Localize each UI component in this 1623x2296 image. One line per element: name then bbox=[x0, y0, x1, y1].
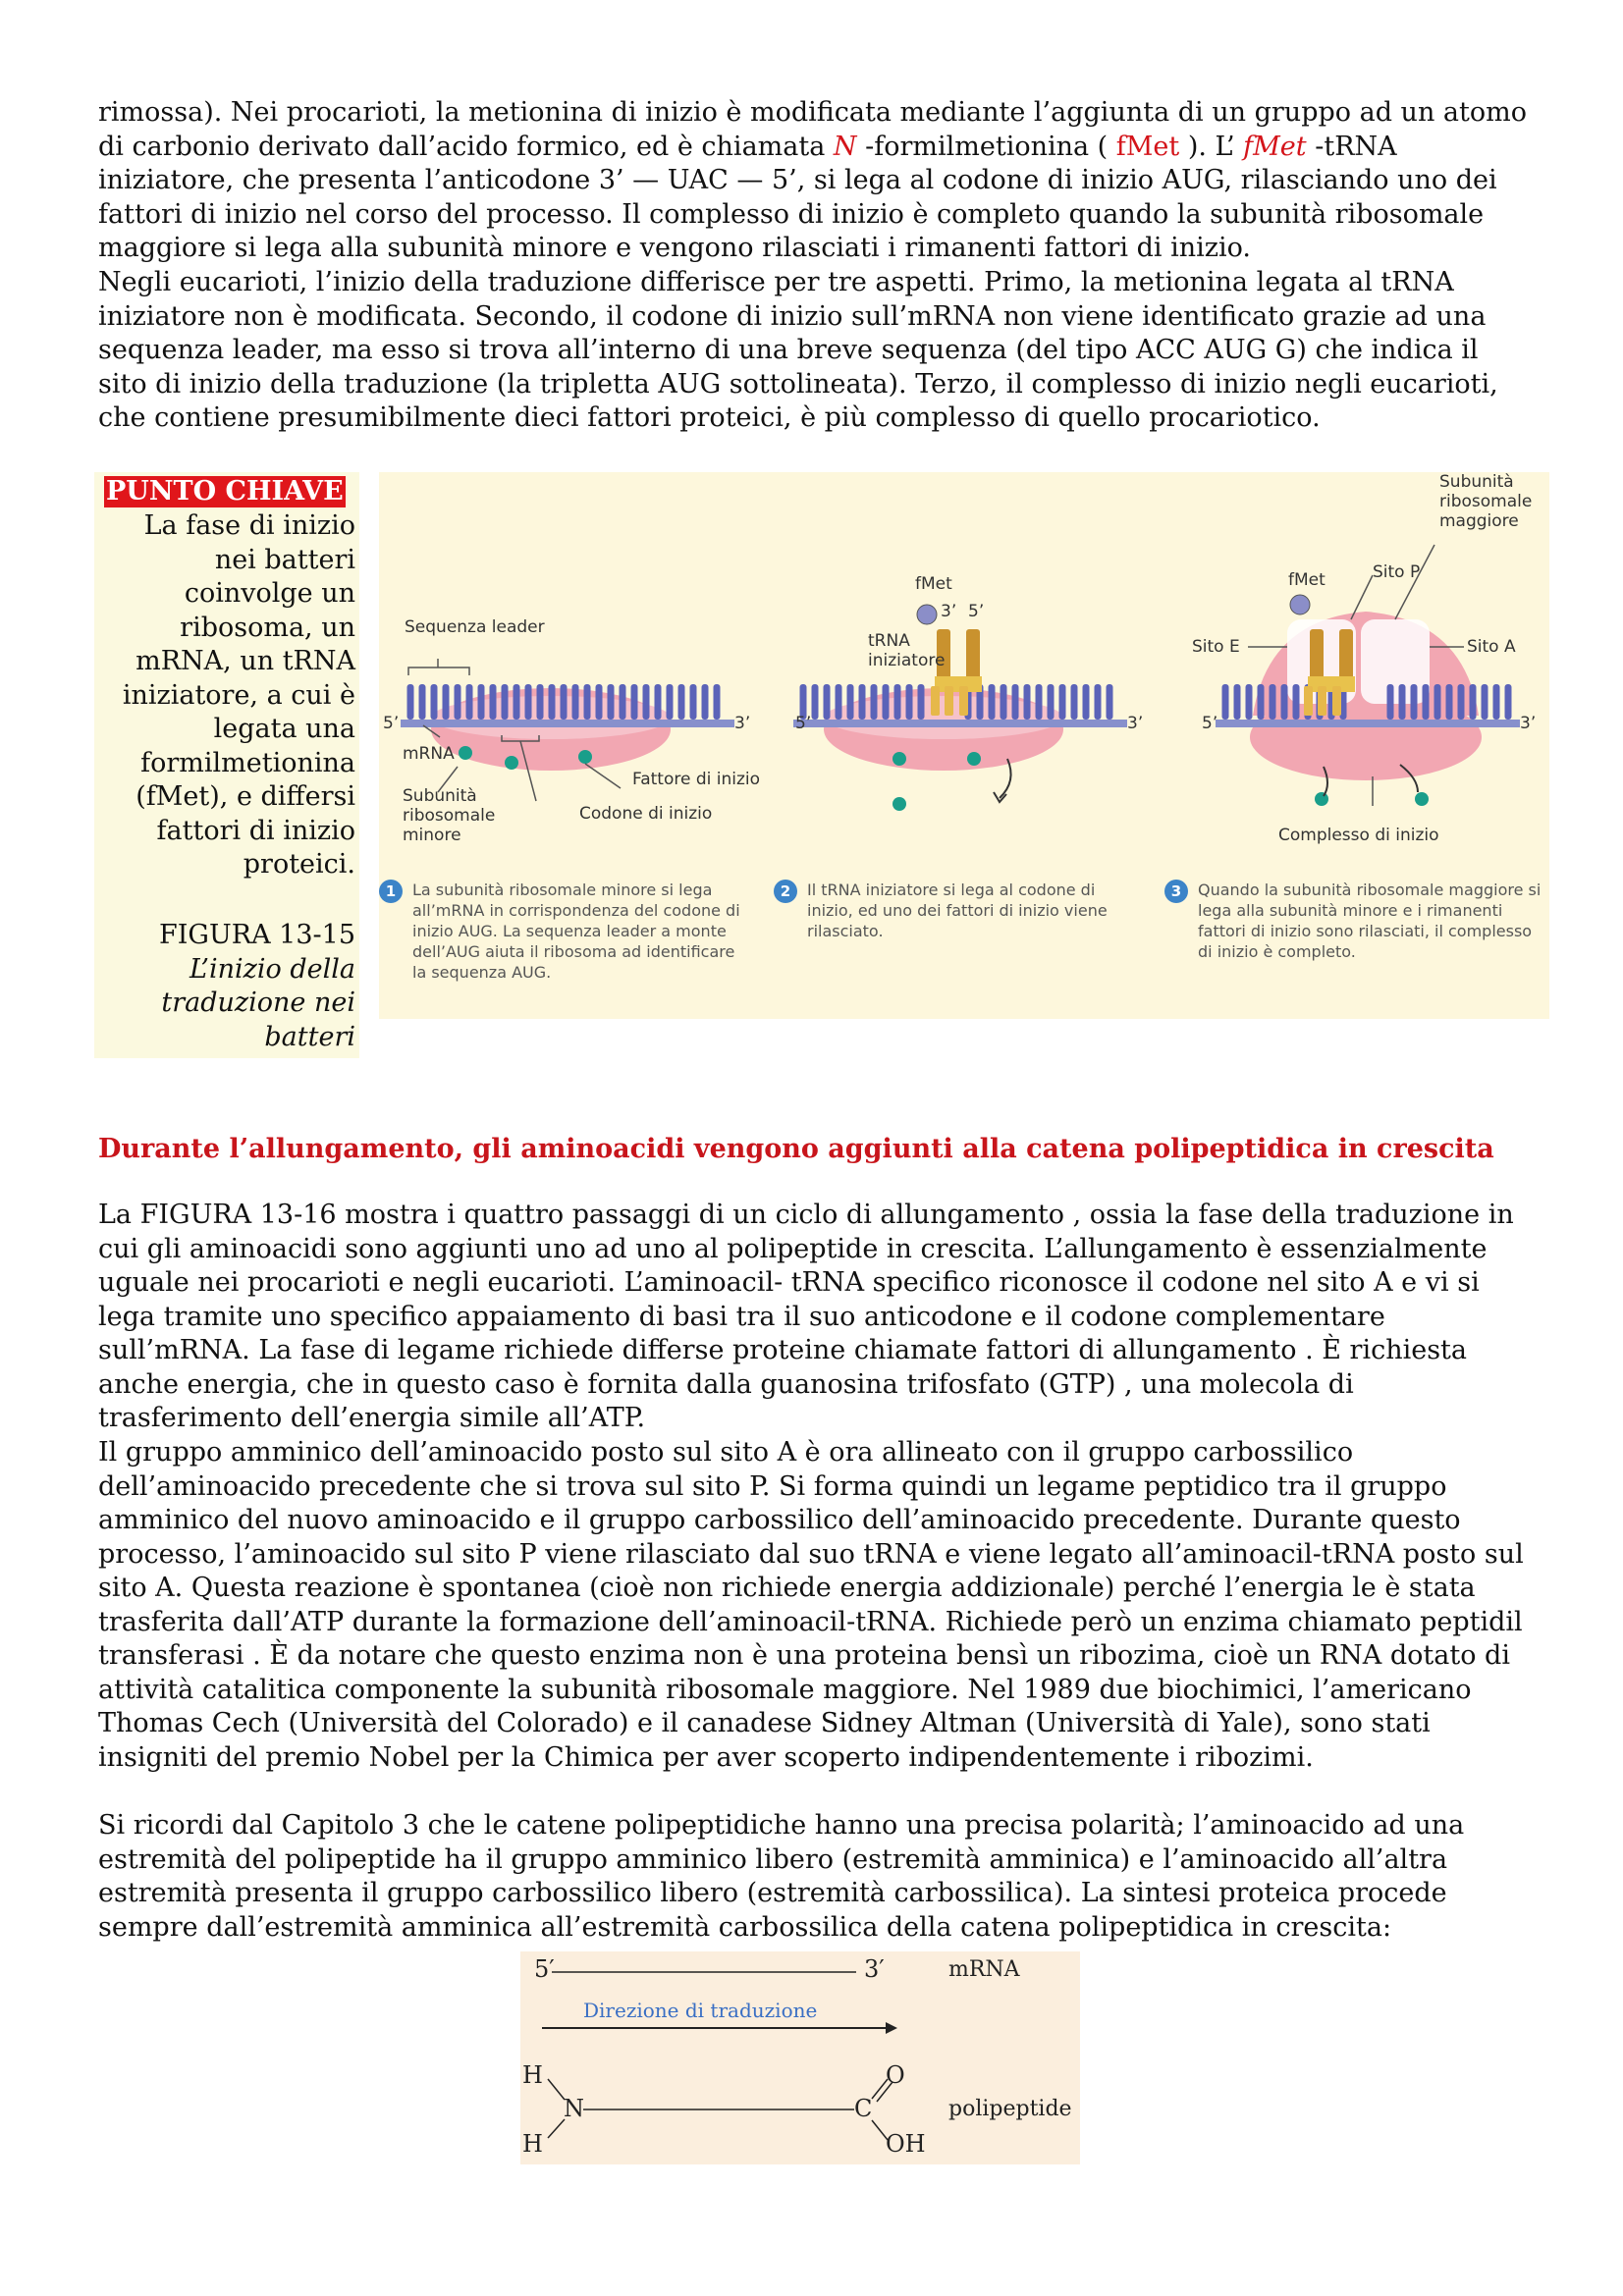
figure-title: L’inizio della traduzione nei batteri bbox=[161, 953, 355, 1052]
eq-o: O bbox=[886, 2061, 905, 2089]
step-2-text: Il tRNA iniziatore si lega al codone di inizio, ed uno dei fattori di inizio viene rilasciato. bbox=[807, 881, 1108, 940]
eq-h-top: H bbox=[522, 2061, 543, 2089]
fmet-term-italic: fMet bbox=[1243, 131, 1307, 162]
label-5prime-3: 5’ bbox=[1202, 714, 1218, 733]
translation-direction-figure bbox=[520, 1951, 1080, 2164]
label-start-codon: Codone di inizio bbox=[579, 804, 713, 824]
eq-h-bottom: H bbox=[522, 2130, 543, 2158]
eq-5prime: 5′ bbox=[534, 1955, 555, 1983]
intro-paragraph-2: Negli eucarioti, l’inizio della traduzione differisce per tre aspetti. Primo, la metionina legata al tRNA iniziatore non è modificata. Secondo, il codone di inizio sull’mRNA non viene identificato grazie ad una sequenza leader, ma esso si trova all’interno di una breve sequenza (del tipo ACC AUG G) che indica il sito di inizio della traduzione (la tripletta AUG sottolineata). Terzo, il complesso di inizio negli eucarioti, che contiene presumibilmente dieci fattori proteici, è più complesso di quello procariotico. bbox=[98, 267, 1498, 433]
label-5prime-trna: 5’ bbox=[968, 602, 985, 621]
label-complex: Complesso di inizio bbox=[1278, 826, 1439, 845]
elongation-paragraph-2: Il gruppo amminico dell’aminoacido posto sul sito A è ora allineato con il gruppo carbossilico dell’aminoacido precedente che si trova sul sito P. Si forma quindi un legame peptidico tra il gruppo amminico del nuovo aminoacido e il gruppo carbossilico dell’aminoacido precedente. Durante questo processo, l’aminoacido sul sito P viene rilasciato dal suo tRNA e viene legato all’aminoacil-tRNA posto sul sito A. Questa reazione è spontanea (cioè non richiede energia addizionale) perché l’energia le è stata trasferita dall’ATP durante la formazione dell’aminoacil-tRNA. Richiede però un enzima chiamato peptidil transferasi . È da notare che questo enzima non è una proteina bensì un ribozima, cioè un RNA dotato di attività catalitica componente la subunità ribosomale maggiore. Nel 1989 due biochimici, l’americano Thomas Cech (Università del Colorado) e il canadese Sidney Altman (Università di Yale), sono stati insigniti del premio Nobel per la Chimica per aver scoperto indipendentemente i ribozimi. bbox=[98, 1437, 1524, 1773]
label-site-a: Sito A bbox=[1467, 637, 1516, 657]
label-5prime-2: 5’ bbox=[795, 714, 812, 733]
key-point-sidebar bbox=[94, 472, 359, 1058]
figure-number: FIGURA 13-15 bbox=[159, 920, 355, 950]
elongation-paragraph-1: La FIGURA 13-16 mostra i quattro passaggi di un ciclo di allungamento , ossia la fase della traduzione in cui gli aminoacidi sono aggiunti uno ad uno al polipeptide in crescita. L’allungamento è essenzialmente uguale nei procarioti e negli eucarioti. L’aminoacil- tRNA specifico riconosce il codone nel sito A e vi si lega tramite uno specifico appaiamento di basi tra il suo anticodone e il codone complementare sull’mRNA. La fase di legame richiede differse proteine chiamate fattori di allungamento . È richiesta anche energia, che in questo caso è fornita dalla guanosina trifosfato (GTP) , una molecola di trasferimento dell’energia simile all’ATP. bbox=[98, 1200, 1514, 1433]
section-heading-elongation: Durante l’allungamento, gli aminoacidi vengono aggiunti alla catena polipeptidica in crescita bbox=[98, 1134, 1494, 1164]
eq-oh: OH bbox=[886, 2130, 926, 2158]
label-3prime-1: 3’ bbox=[734, 714, 751, 733]
figure-13-15 bbox=[379, 472, 1549, 1019]
intro-paragraph-1: rimossa). Nei procarioti, la metionina di inizio è modificata mediante l’aggiunta di un gruppo ad un atomo di carbonio derivato dall’acido formico, ed è chiamata N -formilmetionina ( fMet ). L’ fMet -tRNA iniziatore, che presenta l’anticodone 3’ — UAC — 5’, si lega al codone di inizio AUG, rilasciando uno dei fattori di inizio nel corso del processo. Il complesso di inizio è completo quando la subunità ribosomale maggiore si lega alla subunità minore e vengono rilasciati i rimanenti fattori di inizio. bbox=[98, 97, 1527, 263]
label-5prime-1: 5’ bbox=[383, 714, 400, 733]
label-site-p: Sito P bbox=[1373, 562, 1421, 582]
label-3prime-trna: 3’ bbox=[941, 602, 957, 621]
elongation-paragraph-3: Si ricordi dal Capitolo 3 che le catene polipeptidiche hanno una precisa polarità; l’aminoacido ad una estremità del polipeptide ha il gruppo amminico libero (estremità amminica) e l’aminoacido all’altra estremità presenta il gruppo carbossilico libero (estremità carbossilica). La sintesi proteica procede sempre dall’estremità amminica all’estremità carbossilica della catena polipeptidica in crescita: bbox=[98, 1810, 1465, 1943]
eq-3prime: 3′ bbox=[864, 1955, 885, 1983]
eq-direction-label: Direzione di traduzione bbox=[583, 1999, 818, 2022]
eq-mrna-label: mRNA bbox=[948, 1957, 1020, 1982]
direction-diagram bbox=[520, 1951, 1080, 2164]
step-2-number: 2 bbox=[774, 880, 797, 903]
label-init-factor: Fattore di inizio bbox=[632, 770, 761, 789]
key-point-text: La fase di inizio nei batteri coinvolge un ribosoma, un mRNA, un tRNA iniziatore, a cui è legata una formilmetionina (fMet), e differsi fattori di inizio proteici. bbox=[122, 510, 355, 880]
step-1-text: La subunità ribosomale minore si lega all’mRNA in corrispondenza del codone di inizio AUG. La sequenza leader a monte dell’AUG aiuta il ribosoma ad identificare la sequenza AUG. bbox=[412, 881, 740, 982]
label-3prime-2: 3’ bbox=[1127, 714, 1144, 733]
label-3prime-3: 3’ bbox=[1520, 714, 1537, 733]
eq-c: C bbox=[854, 2095, 873, 2122]
label-trna-initiator: tRNA iniziatore bbox=[868, 631, 946, 670]
label-large-subunit: Subunità ribosomale maggiore bbox=[1439, 472, 1533, 531]
eq-polypeptide-label: polipeptide bbox=[948, 2097, 1072, 2121]
label-site-e: Sito E bbox=[1192, 637, 1240, 657]
label-small-subunit: Subunità ribosomale minore bbox=[403, 786, 496, 845]
fmet-term: fMet bbox=[1115, 131, 1180, 162]
step-3-number: 3 bbox=[1164, 880, 1188, 903]
step-1-number: 1 bbox=[379, 880, 403, 903]
figure-caption bbox=[98, 919, 355, 1054]
label-fmet-3: fMet bbox=[1288, 570, 1325, 590]
initiation-factors-3 bbox=[1315, 792, 1429, 806]
n-italic: N bbox=[833, 131, 857, 162]
label-mrna: mRNA bbox=[403, 744, 455, 764]
key-point-title: PUNTO CHIAVE bbox=[106, 476, 344, 507]
step-3-text: Quando la subunità ribosomale maggiore si lega alla subunità minore e i rimanenti fattori di inizio sono rilasciati, il complesso di inizio è completo. bbox=[1198, 881, 1542, 961]
label-sequence-leader: Sequenza leader bbox=[405, 617, 545, 637]
eq-n: N bbox=[564, 2095, 584, 2122]
label-fmet-2: fMet bbox=[915, 574, 952, 594]
